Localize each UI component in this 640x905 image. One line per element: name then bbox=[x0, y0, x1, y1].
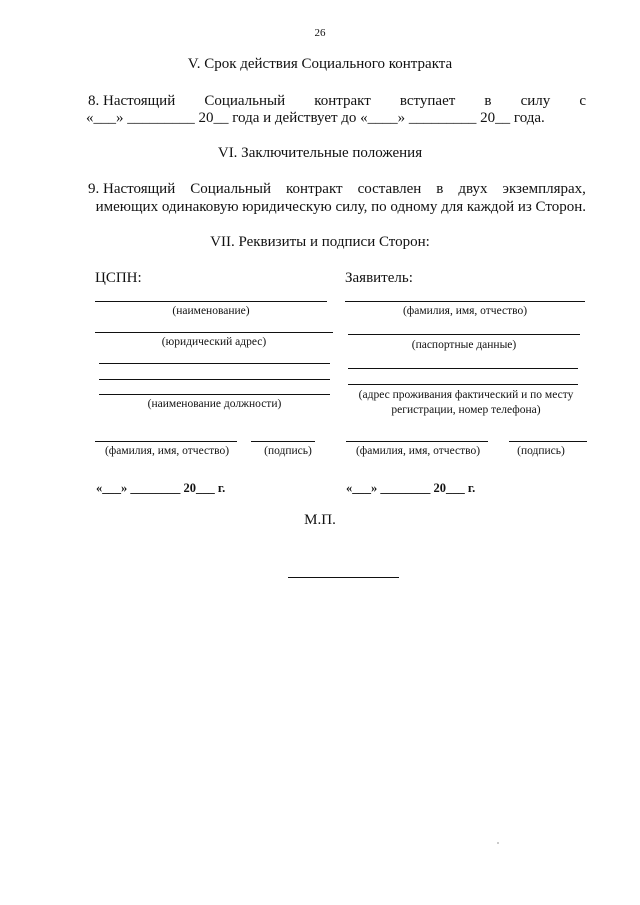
applicant-fio-caption: (фамилия, имя, отчество) bbox=[402, 305, 528, 317]
applicant-fio-line-2[interactable] bbox=[346, 441, 488, 442]
cspn-fio-line[interactable] bbox=[95, 441, 237, 442]
paragraph-9 bbox=[88, 180, 586, 199]
word: Социальный bbox=[190, 181, 272, 197]
word: составлен bbox=[357, 181, 422, 197]
word: двух bbox=[458, 181, 488, 197]
cspn-position-caption: (наименование должности) bbox=[147, 398, 282, 410]
cspn-address-caption: (юридический адрес) bbox=[161, 336, 267, 348]
applicant-address-line[interactable] bbox=[348, 384, 578, 385]
word: экземплярах, bbox=[502, 181, 586, 197]
party-cspn-label: ЦСПН: bbox=[95, 270, 142, 286]
party-applicant-label: Заявитель: bbox=[345, 270, 413, 286]
applicant-address-caption bbox=[340, 388, 592, 418]
stamp-placeholder: М.П. bbox=[304, 512, 336, 528]
paragraph-8 bbox=[88, 92, 586, 111]
word: вступает bbox=[399, 93, 456, 109]
cspn-name-caption: (наименование) bbox=[172, 305, 250, 317]
applicant-address-caption-line-2: регистрации, номер телефона) bbox=[391, 404, 541, 416]
applicant-sign-caption: (подпись) bbox=[517, 445, 565, 457]
word: в bbox=[436, 181, 444, 197]
section-5-title: V. Срок действия Социального контракта bbox=[187, 56, 453, 72]
word: силу bbox=[520, 93, 551, 109]
word: с bbox=[579, 93, 586, 109]
page-number: 26 bbox=[314, 27, 326, 39]
paragraph-9-line-1 bbox=[88, 180, 586, 199]
applicant-sign-line[interactable] bbox=[509, 441, 587, 442]
cspn-fio-caption: (фамилия, имя, отчество) bbox=[104, 445, 230, 457]
paragraph-8-line-1 bbox=[88, 92, 586, 111]
word: Социальный bbox=[204, 93, 286, 109]
cspn-sign-caption: (подпись) bbox=[264, 445, 312, 457]
cspn-address-line[interactable] bbox=[95, 332, 333, 333]
applicant-passport-line-2[interactable] bbox=[348, 368, 578, 369]
cspn-date: «___» ________ 20___ г. bbox=[96, 481, 226, 495]
cspn-address-line-2[interactable] bbox=[99, 363, 330, 364]
section-7-title: VII. Реквизиты и подписи Сторон: bbox=[210, 234, 430, 250]
paragraph-9-line-2: имеющих одинаковую юридическую силу, по одному для каждой из Сторон. bbox=[95, 199, 586, 215]
section-6-title: VI. Заключительные положения bbox=[217, 145, 423, 161]
applicant-fio-caption-2: (фамилия, имя, отчество) bbox=[355, 445, 481, 457]
word: контракт bbox=[286, 181, 343, 197]
cspn-address-line-3[interactable] bbox=[99, 379, 330, 380]
word: 9. Настоящий bbox=[88, 181, 176, 197]
applicant-fio-line[interactable] bbox=[345, 301, 585, 302]
scan-speck bbox=[497, 842, 499, 844]
closing-divider bbox=[288, 577, 399, 578]
applicant-passport-caption: (паспортные данные) bbox=[411, 339, 517, 351]
word: в bbox=[484, 93, 492, 109]
applicant-address-caption-line-1: (адрес проживания фактический и по месту bbox=[358, 389, 574, 401]
word: контракт bbox=[314, 93, 371, 109]
applicant-date: «___» ________ 20___ г. bbox=[346, 481, 476, 495]
cspn-name-line[interactable] bbox=[95, 301, 327, 302]
applicant-passport-line[interactable] bbox=[348, 334, 580, 335]
cspn-position-line[interactable] bbox=[99, 394, 330, 395]
cspn-sign-line[interactable] bbox=[251, 441, 315, 442]
paragraph-8-line-2: «___» _________ 20__ года и действует до «____» _________ 20__ года. bbox=[86, 110, 545, 126]
word: 8. Настоящий bbox=[88, 93, 176, 109]
